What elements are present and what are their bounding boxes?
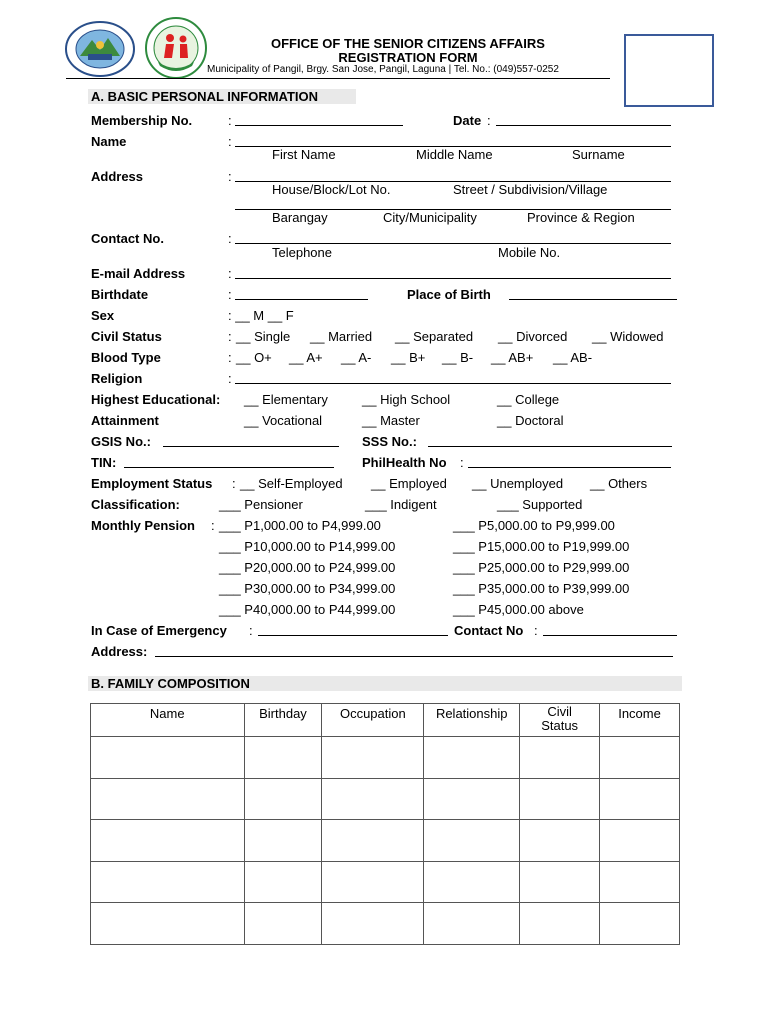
philhealth-label: PhilHealth No <box>362 455 447 470</box>
sex-options[interactable]: : __ M __ F <box>228 308 294 323</box>
table-cell[interactable] <box>91 861 245 903</box>
table-cell[interactable] <box>424 861 520 903</box>
section-b-title: B. FAMILY COMPOSITION <box>91 676 250 691</box>
blood-o-pos[interactable]: __ O+ <box>236 350 272 365</box>
civil-status-label: Civil Status <box>91 329 162 344</box>
religion-field[interactable] <box>235 383 671 384</box>
emergency-address-field[interactable] <box>155 656 673 657</box>
city-caption: City/Municipality <box>383 210 477 225</box>
emp-others[interactable]: __ Others <box>590 476 648 491</box>
educ-college[interactable]: __ College <box>497 392 560 407</box>
municipal-seal <box>64 20 136 78</box>
educ-master[interactable]: __ Master <box>362 413 420 428</box>
pension-option[interactable]: ___ P35,000.00 to P39,999.00 <box>453 581 630 596</box>
table-cell[interactable] <box>520 861 600 903</box>
mobile-caption: Mobile No. <box>498 245 561 260</box>
membership-field[interactable] <box>235 125 403 126</box>
surname-caption: Surname <box>572 147 625 162</box>
civil-divorced[interactable]: __ Divorced <box>498 329 568 344</box>
table-row <box>91 737 680 779</box>
col-occupation: Occupation <box>322 704 424 737</box>
table-row <box>91 861 680 903</box>
section-a-title: A. BASIC PERSONAL INFORMATION <box>91 89 319 104</box>
date-field[interactable] <box>496 125 671 126</box>
contact-label: Contact No. <box>91 231 164 246</box>
email-field[interactable] <box>235 278 671 279</box>
table-cell[interactable] <box>244 820 322 862</box>
table-row <box>91 820 680 862</box>
colon: : <box>487 113 491 128</box>
educ-elementary[interactable]: __ Elementary <box>244 392 328 407</box>
col-name: Name <box>91 704 245 737</box>
emergency-contact-label: Contact No <box>454 623 524 638</box>
table-cell[interactable] <box>322 778 424 820</box>
colon: : <box>228 287 232 302</box>
birthplace-label: Place of Birth <box>407 287 491 302</box>
pension-option[interactable]: ___ P30,000.00 to P34,999.00 <box>219 581 396 596</box>
civil-single[interactable]: __ Single <box>236 329 291 344</box>
col-birthday: Birthday <box>244 704 322 737</box>
table-row <box>91 903 680 945</box>
colon: : <box>534 623 538 638</box>
blood-ab-pos[interactable]: __ AB+ <box>491 350 534 365</box>
class-indigent[interactable]: ___ Indigent <box>365 497 437 512</box>
table-cell[interactable] <box>91 778 245 820</box>
family-composition-table <box>90 703 680 945</box>
first-name-caption: First Name <box>272 147 336 162</box>
blood-a-neg[interactable]: __ A- <box>341 350 372 365</box>
table-cell[interactable] <box>520 820 600 862</box>
table-cell[interactable] <box>424 820 520 862</box>
blood-type-label: Blood Type <box>91 350 161 365</box>
table-cell[interactable] <box>322 820 424 862</box>
table-cell[interactable] <box>520 903 600 945</box>
birthdate-label: Birthdate <box>91 287 149 302</box>
emergency-label: In Case of Emergency <box>91 623 227 638</box>
colon: : <box>228 371 232 386</box>
table-cell[interactable] <box>322 903 424 945</box>
table-cell[interactable] <box>244 778 322 820</box>
table-cell[interactable] <box>322 861 424 903</box>
contact-field[interactable] <box>235 243 671 244</box>
colon: : <box>228 169 232 184</box>
form-subtitle: Municipality of Pangil, Brgy. San Jose, Pangil, Laguna | Tel. No.: (049)557-0252 <box>207 64 559 75</box>
table-cell[interactable] <box>244 737 322 779</box>
col-relationship: Relationship <box>424 704 520 737</box>
blood-ab-neg[interactable]: __ AB- <box>553 350 593 365</box>
colon: : <box>228 329 232 344</box>
table-cell[interactable] <box>91 820 245 862</box>
table-cell[interactable] <box>91 903 245 945</box>
emergency-address-label: Address: <box>91 644 148 659</box>
education-label: Highest Educational: <box>91 392 221 407</box>
table-cell[interactable] <box>244 861 322 903</box>
table-cell[interactable] <box>322 737 424 779</box>
table-cell[interactable] <box>424 778 520 820</box>
date-label: Date <box>453 113 482 128</box>
table-row <box>91 778 680 820</box>
table-cell[interactable] <box>600 903 680 945</box>
middle-name-caption: Middle Name <box>416 147 493 162</box>
sss-field[interactable] <box>428 446 672 447</box>
table-cell[interactable] <box>91 737 245 779</box>
table-cell[interactable] <box>424 903 520 945</box>
gsis-label: GSIS No.: <box>91 434 151 449</box>
tin-label: TIN: <box>91 455 117 470</box>
emp-unemployed[interactable]: __ Unemployed <box>472 476 564 491</box>
pension-option[interactable]: ___ P45,000.00 above <box>453 602 584 617</box>
telephone-caption: Telephone <box>272 245 332 260</box>
attainment-label: Attainment <box>91 413 159 428</box>
house-caption: House/Block/Lot No. <box>272 182 391 197</box>
address-label: Address <box>91 169 144 184</box>
educ-doctoral[interactable]: __ Doctoral <box>497 413 564 428</box>
senior-citizens-logo <box>142 16 210 80</box>
name-label: Name <box>91 134 127 149</box>
photo-box[interactable] <box>624 34 714 107</box>
colon: : <box>232 476 236 491</box>
civil-separated[interactable]: __ Separated <box>395 329 474 344</box>
birthdate-field[interactable] <box>235 299 368 300</box>
colon: : <box>460 455 464 470</box>
tin-field[interactable] <box>124 467 334 468</box>
table-cell[interactable] <box>244 903 322 945</box>
colon: : <box>228 113 232 128</box>
emp-self-employed[interactable]: __ Self-Employed <box>240 476 343 491</box>
pension-option[interactable]: ___ P40,000.00 to P44,999.00 <box>219 602 396 617</box>
colon: : <box>249 623 253 638</box>
colon: : <box>228 134 232 149</box>
monthly-pension-label: Monthly Pension <box>91 518 195 533</box>
table-header-row <box>91 704 680 737</box>
colon: : <box>228 350 232 365</box>
pension-option[interactable]: ___ P15,000.00 to P19,999.00 <box>453 539 630 554</box>
blood-b-neg[interactable]: __ B- <box>442 350 474 365</box>
educ-vocational[interactable]: __ Vocational <box>244 413 323 428</box>
pension-option[interactable]: ___ P10,000.00 to P14,999.00 <box>219 539 396 554</box>
educ-highschool[interactable]: __ High School <box>362 392 451 407</box>
membership-label: Membership No. <box>91 113 193 128</box>
email-label: E-mail Address <box>91 266 186 281</box>
emergency-contact-field[interactable] <box>543 635 677 636</box>
form-title-line2: REGISTRATION FORM <box>338 50 478 65</box>
civil-widowed[interactable]: __ Widowed <box>592 329 664 344</box>
civil-married[interactable]: __ Married <box>310 329 373 344</box>
gsis-field[interactable] <box>163 446 339 447</box>
table-cell[interactable] <box>520 778 600 820</box>
emp-employed[interactable]: __ Employed <box>371 476 447 491</box>
classification-label: Classification: <box>91 497 180 512</box>
colon: : <box>211 518 215 533</box>
form-title-line1: OFFICE OF THE SENIOR CITIZENS AFFAIRS <box>271 36 545 51</box>
pension-option[interactable]: ___ P5,000.00 to P9,999.00 <box>453 518 615 533</box>
employment-label: Employment Status <box>91 476 213 491</box>
col-civil-status: Civil Status <box>520 704 600 737</box>
emergency-field[interactable] <box>258 635 448 636</box>
blood-a-pos[interactable]: __ A+ <box>289 350 323 365</box>
religion-label: Religion <box>91 371 143 386</box>
birthplace-field[interactable] <box>509 299 677 300</box>
street-caption: Street / Subdivision/Village <box>453 182 608 197</box>
table-cell[interactable] <box>424 737 520 779</box>
sex-label: Sex <box>91 308 115 323</box>
table-cell[interactable] <box>600 861 680 903</box>
col-income: Income <box>600 704 680 737</box>
table-cell[interactable] <box>600 778 680 820</box>
colon: : <box>228 231 232 246</box>
pension-option[interactable]: ___ P20,000.00 to P24,999.00 <box>219 560 396 575</box>
barangay-caption: Barangay <box>272 210 328 225</box>
class-pensioner[interactable]: ___ Pensioner <box>219 497 303 512</box>
province-caption: Province & Region <box>527 210 635 225</box>
sss-label: SSS No.: <box>362 434 417 449</box>
philhealth-field[interactable] <box>468 467 671 468</box>
table-cell[interactable] <box>600 737 680 779</box>
pension-option[interactable]: ___ P25,000.00 to P29,999.00 <box>453 560 630 575</box>
header-rule <box>66 78 610 79</box>
class-supported[interactable]: ___ Supported <box>497 497 583 512</box>
pension-option[interactable]: ___ P1,000.00 to P4,999.00 <box>219 518 381 533</box>
table-cell[interactable] <box>520 737 600 779</box>
colon: : <box>228 266 232 281</box>
table-cell[interactable] <box>600 820 680 862</box>
blood-b-pos[interactable]: __ B+ <box>391 350 426 365</box>
